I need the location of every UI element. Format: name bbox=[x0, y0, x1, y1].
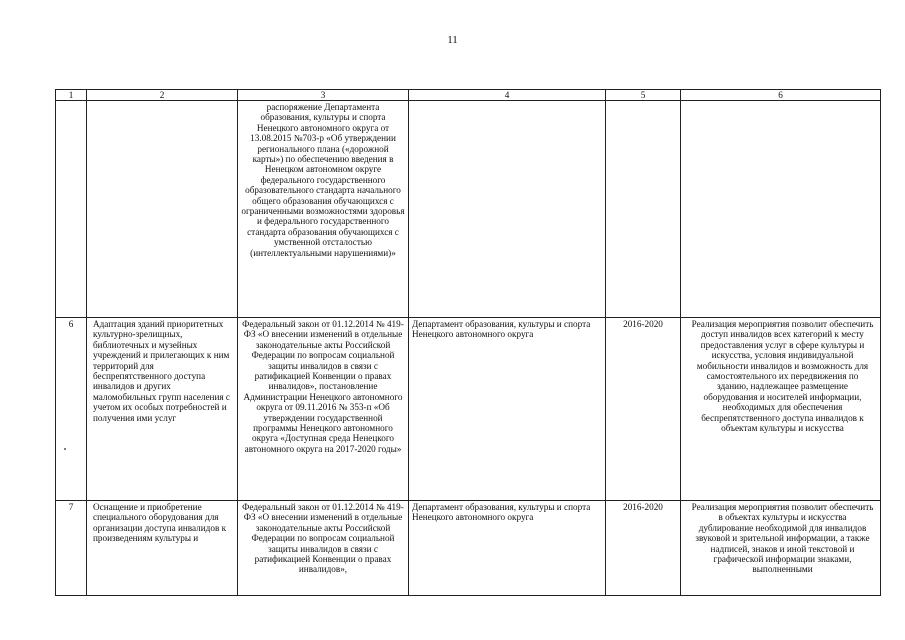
scan-speck bbox=[64, 448, 66, 450]
period-cell bbox=[606, 101, 681, 318]
legal-basis-cell: распоряжение Департамента образования, культуры и спорта Ненецкого автономного округа от 13.08.2015 №703-р «Об утверждении регионального плана («дорожной карты») по обеспечению введения в Ненецком автономном округе федерального государственного образовательного стандарта начального общего образования обучающихся с ограниченными возможностями здоровья и федерального государственного стандарта образования обучающихся с умственной отсталостью (интеллектуальными нарушениями)» bbox=[238, 101, 409, 318]
table-row bbox=[56, 318, 881, 501]
expected-result-cell: Реализация мероприятия позволит обеспечить в объектах культуры и искусства дублирование необходимой для инвалидов звуковой и зрительной информации, а также надписей, знаков и иной текстовой и графической информации знаками, выполненными bbox=[681, 501, 881, 596]
column-header: 2 bbox=[87, 90, 238, 101]
executor-cell: Департамент образования, культуры и спорта Ненецкого автономного округа bbox=[409, 318, 606, 501]
measure-cell: Адаптация зданий приоритетных культурно-зрелищных, библиотечных и музейных учреждений и прилегающих к ним территорий для беспрепятственного доступа инвалидов и других маломобильных групп населения с учетом их особых потребностей и получения ими услуг bbox=[87, 318, 238, 501]
table-row bbox=[56, 101, 881, 318]
row-number-cell: 6 bbox=[56, 318, 87, 501]
measures-table bbox=[55, 89, 881, 596]
period-cell: 2016-2020 bbox=[606, 501, 681, 596]
measure-cell: Оснащение и приобретение специального оборудования для организации доступа инвалидов к произведениям культуры и bbox=[87, 501, 238, 596]
page-number: 11 bbox=[447, 34, 458, 46]
legal-basis-cell: Федеральный закон от 01.12.2014 № 419-ФЗ «О внесении изменений в отдельные законодательные акты Российской Федерации по вопросам социальной защиты инвалидов в связи с ратификацией Конвенции о правах инвалидов», постановление Администрации Ненецкого автономного округа от 09.11.2016 № 353-п «Об утверждении государственной программы Ненецкого автономного округа «Доступная среда Ненецкого автономного округа на 2017-2020 годы» bbox=[238, 318, 409, 501]
legal-basis-cell: Федеральный закон от 01.12.2014 № 419-ФЗ «О внесении изменений в отдельные законодательные акты Российской Федерации по вопросам социальной защиты инвалидов в связи с ратификацией Конвенции о правах инвалидов», bbox=[238, 501, 409, 596]
column-header: 3 bbox=[238, 90, 409, 101]
column-header: 5 bbox=[606, 90, 681, 101]
table-header-row bbox=[56, 90, 881, 101]
row-number-cell bbox=[56, 101, 87, 318]
measure-cell bbox=[87, 101, 238, 318]
executor-cell: Департамент образования, культуры и спорта Ненецкого автономного округа bbox=[409, 501, 606, 596]
column-header: 6 bbox=[681, 90, 881, 101]
column-header: 1 bbox=[56, 90, 87, 101]
expected-result-cell: Реализация мероприятия позволит обеспечить доступ инвалидов всех категорий к месту предоставления услуг в сфере культуры и искусства, условия индивидуальной мобильности инвалидов и возможность для самостоятельного их передвижения по зданию, надлежащее размещение оборудования и носителей информации, необходимых для обеспечения беспрепятственного доступа инвалидов к объектам культуры и искусства bbox=[681, 318, 881, 501]
period-cell: 2016-2020 bbox=[606, 318, 681, 501]
row-number-cell: 7 bbox=[56, 501, 87, 596]
column-header: 4 bbox=[409, 90, 606, 101]
table-row bbox=[56, 501, 881, 596]
executor-cell bbox=[409, 101, 606, 318]
expected-result-cell bbox=[681, 101, 881, 318]
